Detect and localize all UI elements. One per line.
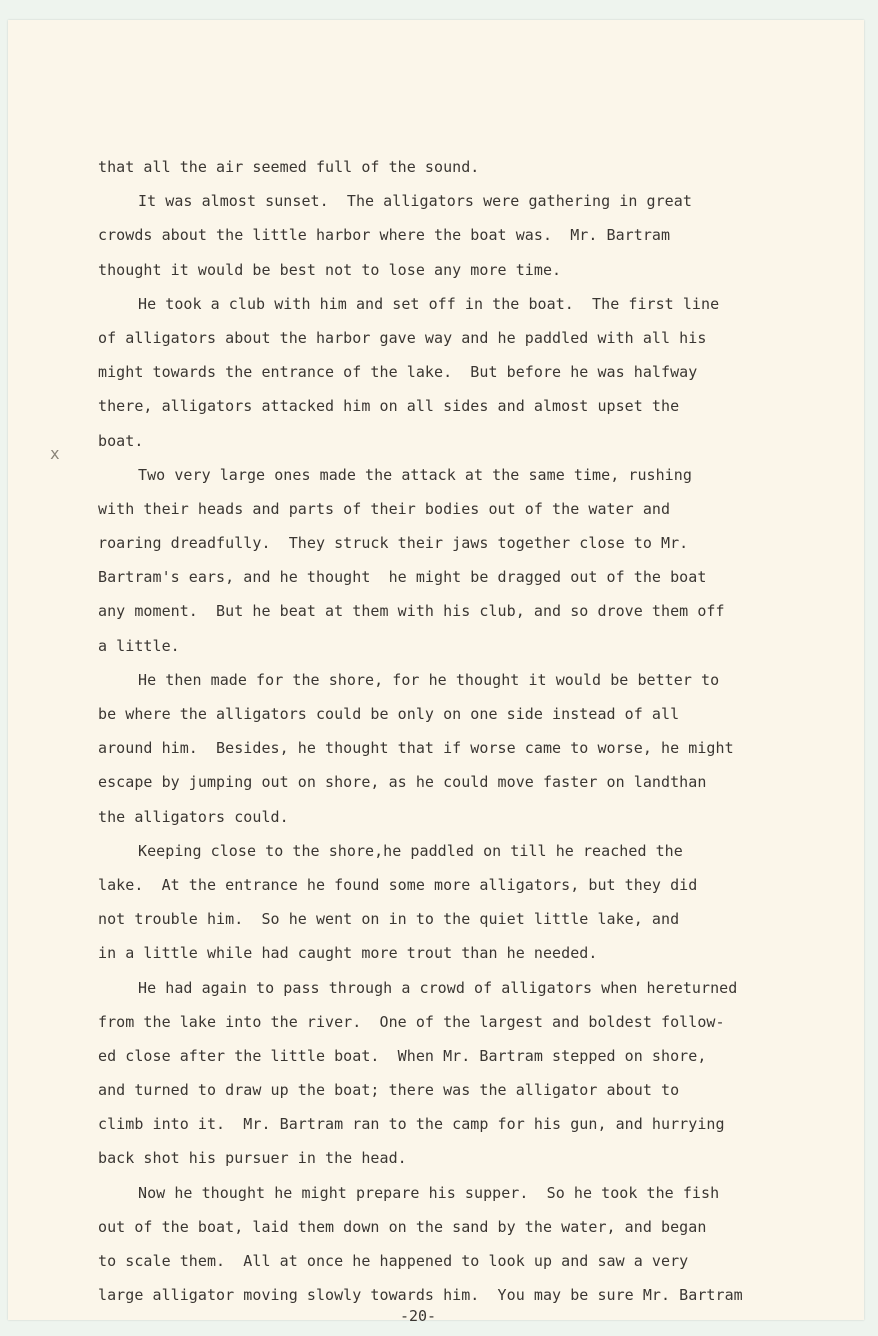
- text-line: the alligators could.: [98, 807, 289, 826]
- text-line: any moment. But he beat at them with his club, and so drove them off: [98, 602, 725, 621]
- text-line: a little.: [98, 636, 180, 655]
- margin-mark: x: [50, 444, 60, 463]
- text-line: and turned to draw up the boat; there was the alligator about to: [98, 1081, 680, 1100]
- text-line: escape by jumping out on shore, as he could move faster on landthan: [98, 773, 707, 792]
- text-line: He then made for the shore, for he thought it would be better to: [138, 670, 720, 689]
- text-line: boat.: [98, 431, 144, 450]
- document-page: [8, 20, 864, 1325]
- text-line: thought it would be best not to lose any more time.: [98, 260, 562, 279]
- text-line: back shot his pursuer in the head.: [98, 1149, 407, 1168]
- text-line: large alligator moving slowly towards him. You may be sure Mr. Bartram: [98, 1286, 743, 1305]
- text-line: around him. Besides, he thought that if worse came to worse, he might: [98, 739, 734, 758]
- text-line: climb into it. Mr. Bartram ran to the camp for his gun, and hurrying: [98, 1115, 725, 1134]
- text-line: that all the air seemed full of the sound.: [98, 158, 480, 176]
- text-line: Bartram's ears, and he thought he might be dragged out of the boat: [98, 568, 707, 587]
- text-line: crowds about the little harbor where the boat was. Mr. Bartram: [98, 226, 671, 245]
- page-number: -20-: [399, 1307, 437, 1325]
- text-line: Now he thought he might prepare his supper. So he took the fish: [138, 1183, 720, 1202]
- text-line: in a little while had caught more trout than he needed.: [98, 944, 598, 963]
- text-line: be where the alligators could be only on one side instead of all: [98, 705, 680, 723]
- text-line: He had again to pass through a crowd of alligators when hereturned: [138, 978, 738, 997]
- text-line: Keeping close to the shore,he paddled on till he reached the: [138, 841, 683, 860]
- text-line: of alligators about the harbor gave way and he paddled with all his: [98, 328, 707, 347]
- text-line: to scale them. All at once he happened to look up and saw a very: [98, 1252, 689, 1270]
- text-line: not trouble him. So he went on in to the quiet little lake, and: [98, 910, 680, 929]
- body-text: [98, 150, 818, 1312]
- text-line: lake. At the entrance he found some more alligators, but they did: [98, 875, 698, 894]
- text-line: might towards the entrance of the lake. But before he was halfway: [98, 363, 698, 382]
- text-line: from the lake into the river. One of the largest and boldest follow-: [98, 1012, 725, 1031]
- text-line: Two very large ones made the attack at the same time, rushing: [138, 465, 692, 484]
- text-line: ed close after the little boat. When Mr. Bartram stepped on shore,: [98, 1046, 707, 1065]
- text-line: there, alligators attacked him on all sides and almost upset the: [98, 397, 680, 416]
- text-line: out of the boat, laid them down on the sand by the water, and began: [98, 1217, 707, 1236]
- text-line: with their heads and parts of their bodies out of the water and: [98, 499, 671, 518]
- text-line: He took a club with him and set off in the boat. The first line: [138, 294, 720, 313]
- text-line: roaring dreadfully. They struck their jaws together close to Mr.: [98, 534, 689, 553]
- text-line: It was almost sunset. The alligators were gathering in great: [138, 192, 692, 211]
